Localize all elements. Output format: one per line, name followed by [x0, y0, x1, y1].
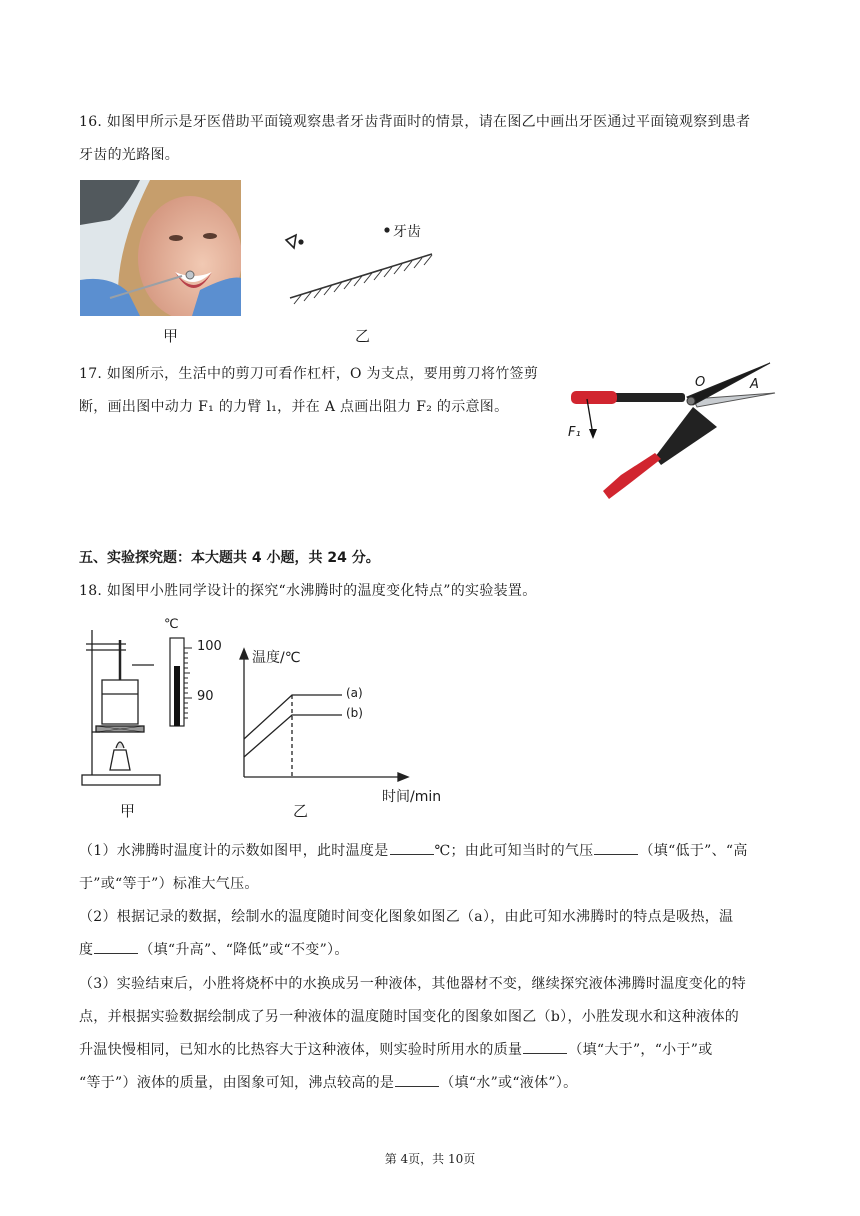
q16-caption-jia: 甲: [163, 327, 179, 345]
curve-a-label: (a): [346, 686, 363, 700]
curve-a: [244, 695, 342, 739]
q16-text-line2: 牙齿的光路图。: [79, 147, 180, 163]
q16-text-line1: 16. 如图甲所示是牙医借助平面镜观察患者牙齿背面时的情景，请在图乙中画出牙医通过平面镜观察到患者: [79, 114, 751, 130]
q18-p3-line3: 升温快慢相同，已知水的比热容大于这种液体，则实验时所用水的质量 （填“大于”，“小于”或: [79, 1036, 713, 1064]
answer-blank-4[interactable]: [523, 1039, 567, 1054]
answer-blank-1[interactable]: [390, 840, 434, 855]
dentist-photo: [80, 180, 241, 316]
q16-caption-yi: 乙: [355, 327, 371, 345]
label-o: O: [695, 375, 706, 390]
q18-intro: 18. 如图甲小胜同学设计的探究“水沸腾时的温度变化特点”的实验装置。: [79, 583, 537, 599]
eye-icon: [286, 235, 303, 248]
thermo-unit: ℃: [164, 617, 179, 632]
answer-blank-2[interactable]: [594, 840, 638, 855]
teeth-label: 牙齿: [393, 224, 421, 240]
curve-b-label: (b): [346, 706, 363, 720]
curve-b: [244, 715, 342, 757]
teeth-point: [384, 227, 389, 232]
q18-p3-line1: （3）实验结束后，小胜将烧杯中的水换成另一种液体，其他器材不变，继续探究液体沸腾时温度变化的特: [79, 976, 747, 992]
section5-title: 五、实验探究题：本大题共 4 小题，共 24 分。: [79, 550, 380, 566]
answer-blank-5[interactable]: [395, 1072, 439, 1087]
mirror-hatch: [290, 254, 432, 304]
page-number: 第 4页，共 10页: [384, 1152, 476, 1166]
label-a: A: [750, 377, 759, 392]
label-f1: F₁: [568, 425, 581, 440]
q18-p3-line2: 点，并根据实验数据绘制成了另一种液体的温度随时国变化的图象如图乙（b），小胜发现水和这种液体的: [79, 1009, 740, 1025]
q18-p1-line2: 于”或“等于”）标准大气压。: [79, 876, 259, 892]
thermo-100: 100: [197, 639, 222, 654]
graph-xlabel: 时间/min: [382, 789, 442, 805]
graph-ylabel: 温度/℃: [252, 650, 301, 666]
q17-text-line1: 17. 如图所示，生活中的剪刀可看作杠杆，O 为支点，要用剪刀将竹签剪: [79, 366, 539, 382]
q18-p1-line1: （1）水沸腾时温度计的示数如图甲，此时温度是 ℃；由此可知当时的气压 （填“低于”、“高: [79, 837, 748, 865]
q18-p2-line2: 度 （填“升高”、“降低”或“不变”）。: [79, 936, 349, 964]
answer-blank-3[interactable]: [94, 939, 138, 954]
q18-caption-jia: 甲: [120, 802, 136, 820]
q18-caption-yi: 乙: [293, 802, 309, 820]
q17-text-line2: 断，画出图中动力 F₁ 的力臂 l₁，并在 A 点画出阻力 F₂ 的示意图。: [79, 399, 509, 415]
thermo-90: 90: [197, 689, 214, 704]
q18-p3-line4: “等于”）液体的质量，由图象可知，沸点较高的是 （填“水”或“液体”）。: [79, 1069, 577, 1097]
q18-p2-line1: （2）根据记录的数据，绘制水的温度随时间变化图象如图乙（a），由此可知水沸腾时的特点是吸热，温: [79, 909, 734, 925]
thermometer-scale: [170, 638, 192, 726]
